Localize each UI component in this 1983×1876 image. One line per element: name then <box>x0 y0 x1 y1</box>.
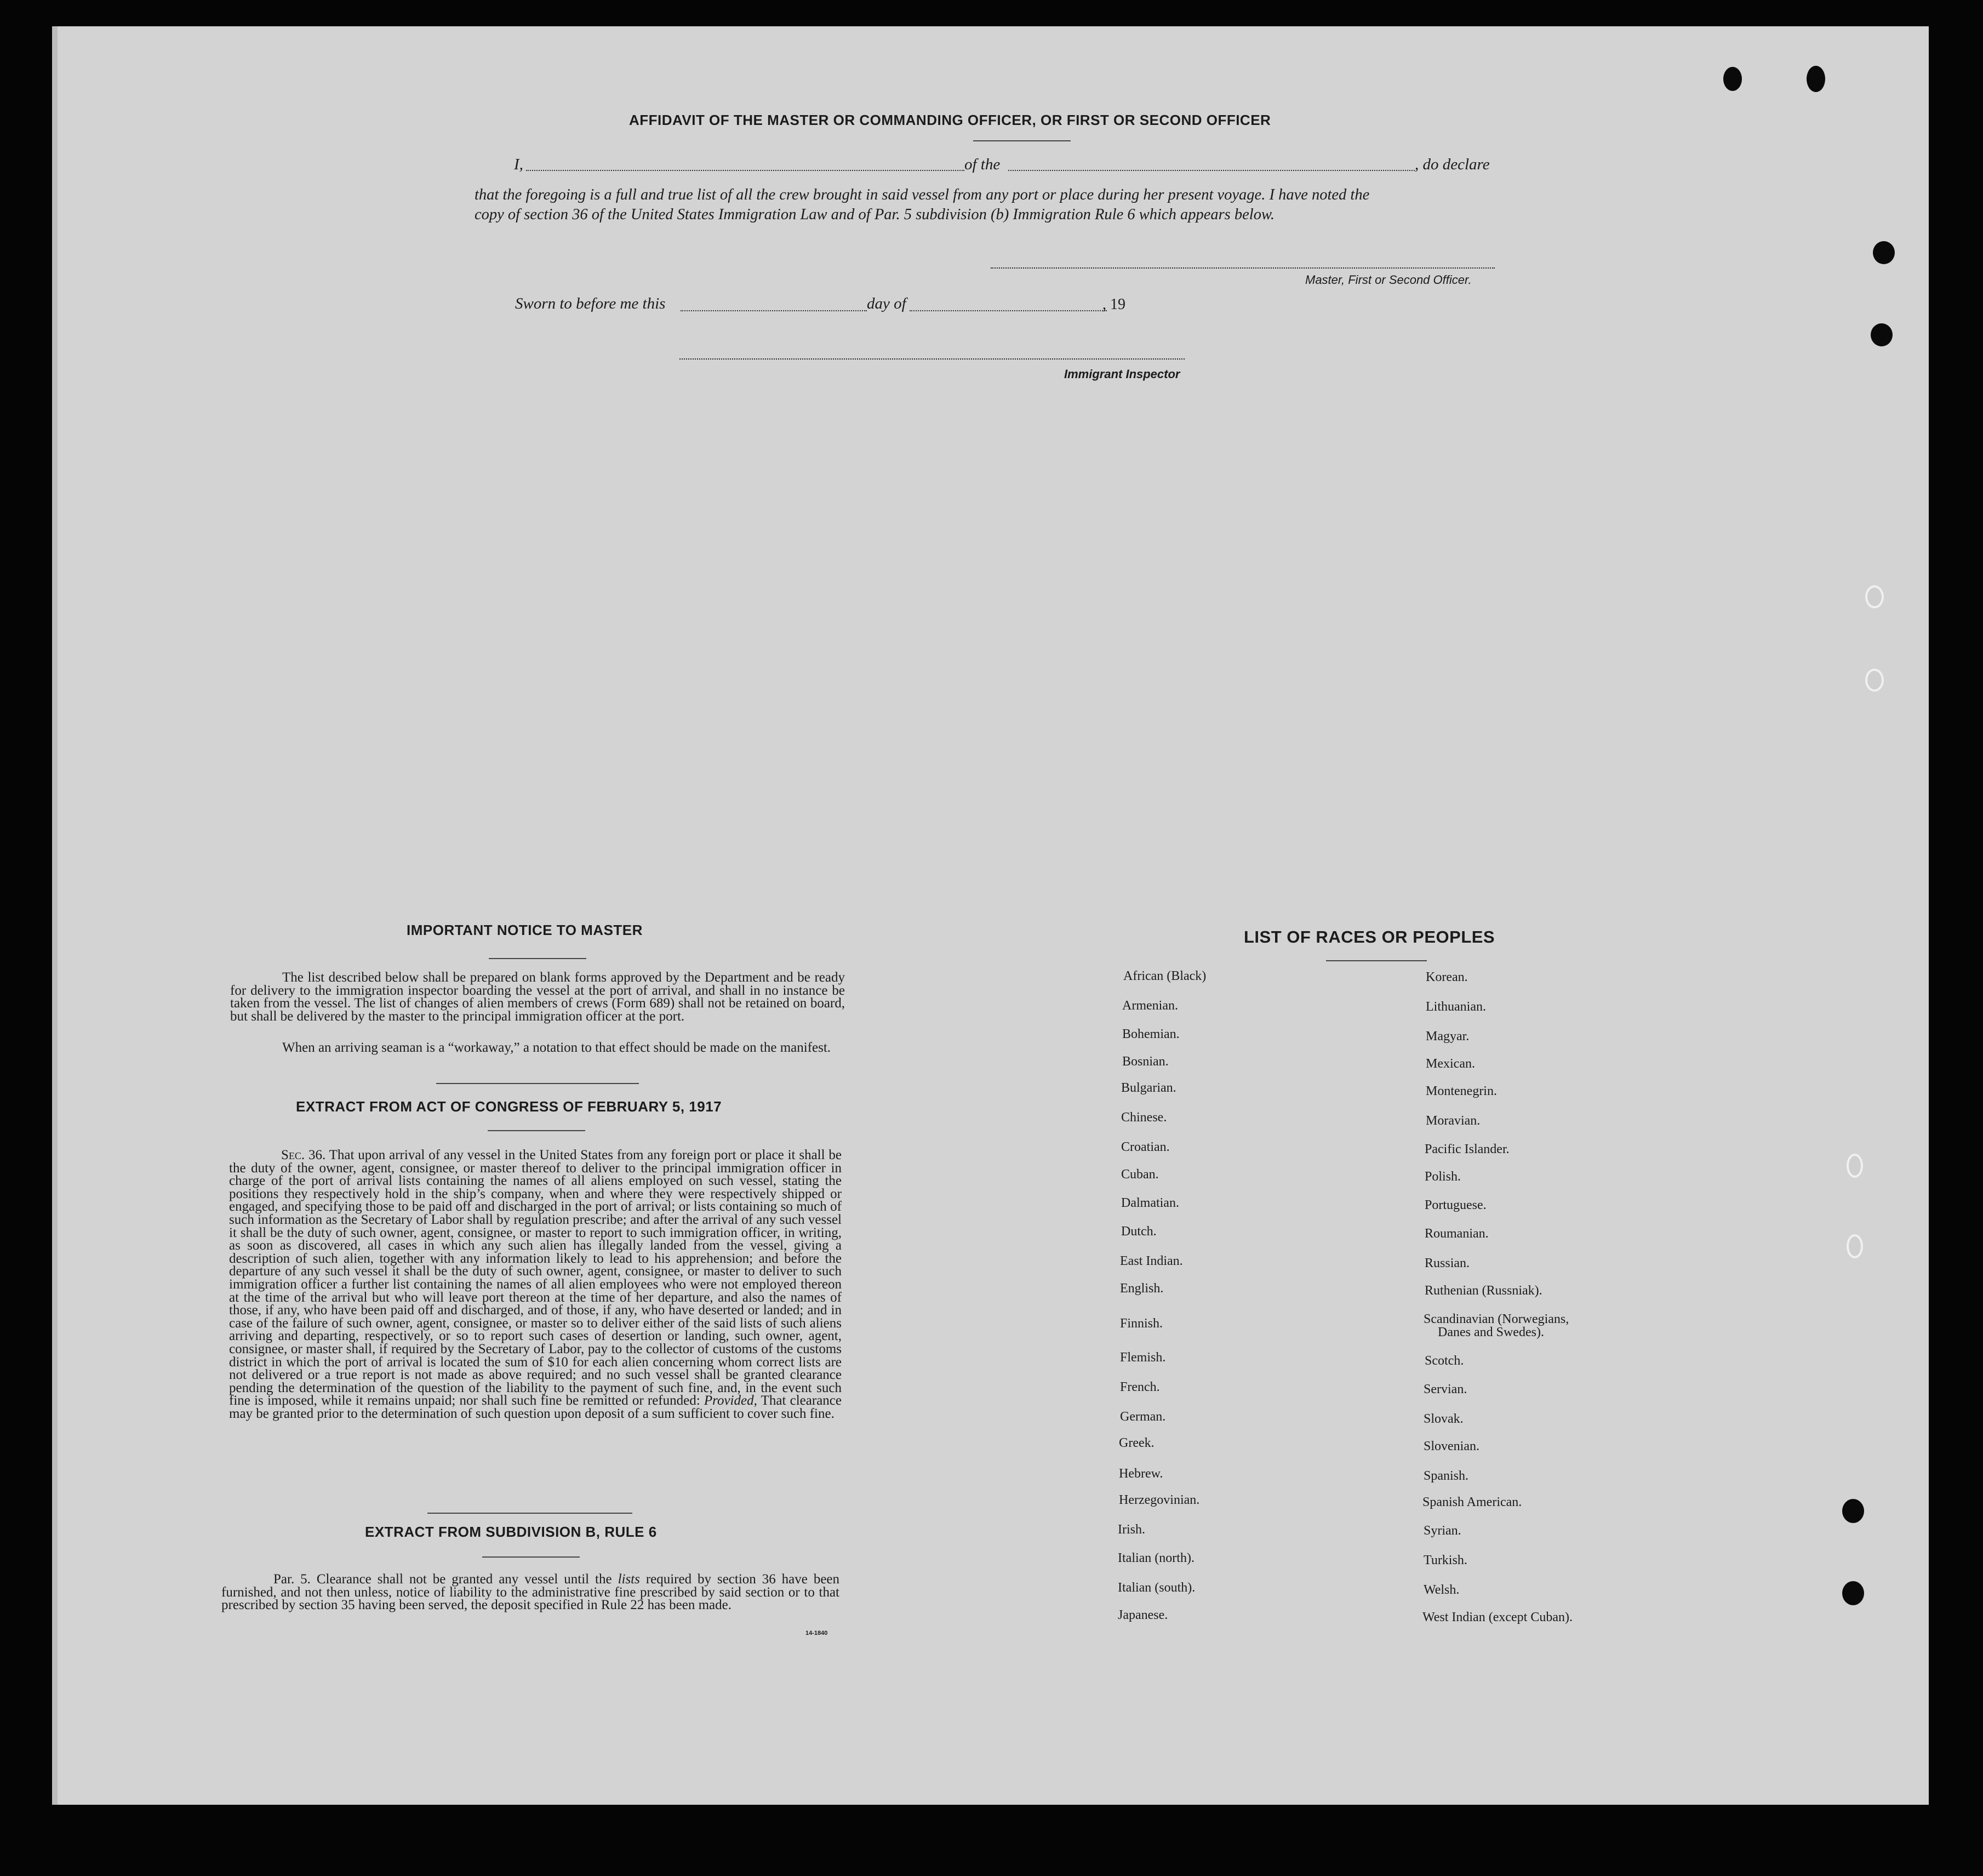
race-right-item: Slovenian. <box>1424 1439 1479 1453</box>
race-right-item: Turkish. <box>1424 1553 1467 1567</box>
race-right-item: Slovak. <box>1424 1412 1464 1426</box>
sworn-prefix: Sworn to before me this <box>515 295 666 312</box>
races-title: LIST OF RACES OR PEOPLES <box>1244 927 1495 946</box>
races-title-rule <box>1326 960 1427 961</box>
binder-ring-3 <box>1847 1154 1863 1178</box>
master-signature-label: Master, First or Second Officer. <box>1305 273 1472 287</box>
master-signature-line[interactable] <box>991 267 1495 269</box>
binder-hole-top-right <box>1807 66 1825 92</box>
lists-word: lists <box>618 1572 640 1587</box>
extract-act-closing: That clearance may be granted prior to the determination of such question upon deposit of a sum sufficient to cover such fine. <box>229 1393 842 1421</box>
inspector-signature-line[interactable] <box>679 358 1185 360</box>
extract-rule-title-rule <box>482 1556 580 1558</box>
binder-ring-1 <box>1865 585 1884 608</box>
notice-title: IMPORTANT NOTICE TO MASTER <box>407 922 643 938</box>
race-left-item: Bulgarian. <box>1121 1081 1176 1095</box>
race-left-item: Armenian. <box>1122 999 1178 1013</box>
race-left-item: African (Black) <box>1123 969 1207 983</box>
race-right-item: Welsh. <box>1424 1583 1460 1597</box>
extract-rule-closing: required by section 36 have been furnished, and not then unless, notice of liability to the administrative fine prescribed by said section or to that prescribed by section 35 having been served, the deposit specified in Rule 22 has been made. <box>221 1572 840 1613</box>
race-left-item: Flemish. <box>1120 1350 1166 1365</box>
race-left-item: Greek. <box>1119 1436 1155 1450</box>
race-left-item: Hebrew. <box>1119 1467 1163 1481</box>
race-left-item: Italian (north). <box>1118 1551 1195 1565</box>
race-right-item: Roumanian. <box>1425 1227 1489 1241</box>
notice-title-rule <box>489 958 586 959</box>
race-left-item: Dalmatian. <box>1121 1196 1179 1210</box>
extract-act-title: EXTRACT FROM ACT OF CONGRESS OF FEBRUARY 5, 1917 <box>296 1098 722 1115</box>
race-right-item: Magyar. <box>1426 1029 1470 1044</box>
race-left-item: French. <box>1120 1380 1160 1394</box>
race-left-item: Cuban. <box>1121 1167 1159 1182</box>
extract-act-text <box>229 1149 842 1420</box>
extract-rule-body: Par. 5. Clearance shall not be granted any vessel until the <box>273 1572 612 1587</box>
race-right-item: West Indian (except Cuban). <box>1422 1610 1573 1624</box>
binder-hole-right-2 <box>1871 323 1893 346</box>
act-top-rule <box>436 1083 639 1084</box>
affidavit-i-label: I, <box>514 156 523 173</box>
race-right-item: Spanish. <box>1424 1469 1469 1483</box>
race-right-item: Montenegrin. <box>1426 1084 1497 1098</box>
extract-act-title-rule <box>488 1130 585 1131</box>
race-right-item: Moravian. <box>1426 1114 1481 1128</box>
race-left-item: East Indian. <box>1120 1254 1183 1268</box>
race-right-item: Polish. <box>1425 1170 1461 1184</box>
race-left-item: Croatian. <box>1121 1140 1170 1154</box>
race-left-item: Chinese. <box>1121 1110 1167 1125</box>
extract-rule-text <box>221 1573 839 1612</box>
race-right-item: Portuguese. <box>1425 1198 1487 1212</box>
race-left-item: Finnish. <box>1120 1316 1163 1331</box>
section-label: Sec. 36. <box>281 1148 326 1162</box>
affidavit-text-line2: that the foregoing is a full and true list of all the crew brought in said vessel from any port or place during her present voyage. I have noted the <box>475 186 1370 203</box>
race-right-item: Russian. <box>1425 1256 1470 1270</box>
race-right-item: Servian. <box>1424 1382 1467 1396</box>
affidavit-title-rule <box>973 140 1071 141</box>
affidavit-declare-label: , do declare <box>1415 156 1490 173</box>
rule-top-rule <box>427 1513 632 1514</box>
sworn-day-of: day of <box>867 295 906 312</box>
master-name-line[interactable] <box>526 170 964 171</box>
race-left-item: Bosnian. <box>1122 1054 1169 1069</box>
vessel-name-line[interactable] <box>1008 170 1415 171</box>
race-right-item: Ruthenian (Russniak). <box>1425 1284 1542 1298</box>
race-right-item: Pacific Islander. <box>1425 1142 1510 1156</box>
binder-hole-right-1 <box>1873 241 1895 264</box>
binder-hole-top-left <box>1723 67 1742 91</box>
binder-hole-right-3 <box>1842 1499 1864 1523</box>
race-left-item: German. <box>1120 1410 1166 1424</box>
extract-act-body: That upon arrival of any vessel in the United States from any foreign port or place it shall be the duty of the owner, agent, consignee, or master thereof to deliver to the principal immigration officer in charge of the port of arrival lists containing the names of all aliens employed on such vessel, stating the positions they respectively hold in the ship’s company, when and where they were respectively shipped or engaged, and specifying those to be paid off and discharged in the port of arrival; or lists containing so much of such information as the Secretary of Labor shall by regulation prescribe; and after the arrival of any such vessel it shall be the duty of such owner, agent, consignee, or master to report to such immigration officer, in writing, as soon as discovered, all cases in which any such alien has illegally landed from the vessel, giving a description of such alien, together with any information likely to lead to his apprehension; and before the departure of any such vessel it shall be the duty of such owner, agent, consignee, or master to deliver to such immigration officer a further list containing the names of all alien employees who were not employed thereon at the time of the arrival but who will leave port thereon at the time of her departure, and also the names of those, if any, who have been paid off and discharged, and of those, if any, who have deserted or landed; and in case of the failure of such owner, agent, consignee, or master so to deliver either of the said lists of such aliens arriving and departing, respectively, or so to report such cases of desertion or landing, such owner, agent, consignee, or master shall, if required by the Secretary of Labor, pay to the collector of customs of the customs district in which the port of arrival is located the sum of $10 for each alien concerning whom correct lists are not delivered or a true report is not made as above required; and no such vessel shall be granted clearance pending the determination of the question of the liability to the payment of such fine, and, in the event such fine is imposed, while it remains unpaid; nor shall such fine be remitted or refunded: <box>229 1148 842 1409</box>
race-right-item: Mexican. <box>1426 1057 1475 1071</box>
sworn-day-line[interactable] <box>681 310 867 311</box>
binder-ring-2 <box>1865 669 1884 692</box>
race-right-item: Lithuanian. <box>1426 1000 1486 1014</box>
race-left-item: Herzegovinian. <box>1119 1493 1200 1507</box>
race-left-item: English. <box>1120 1281 1164 1296</box>
race-right-item: Scandinavian (Norwegians, <box>1424 1312 1569 1326</box>
notice-paragraph-2: When an arriving seaman is a “workaway,” a notation to that effect should be made on the manifest. <box>282 1040 831 1055</box>
provided-word: Provided, <box>704 1393 757 1409</box>
affidavit-of-the-label: of the <box>964 156 1001 173</box>
race-left-item: Italian (south). <box>1118 1581 1196 1595</box>
race-left-item: Irish. <box>1118 1523 1145 1537</box>
race-left-item: Dutch. <box>1121 1224 1157 1239</box>
affidavit-title: AFFIDAVIT OF THE MASTER OR COMMANDING OFFICER, OR FIRST OR SECOND OFFICER <box>629 112 1271 128</box>
affidavit-text-line3: copy of section 36 of the United States Immigration Law and of Par. 5 subdivision (b) Immigration Rule 6 which appears below. <box>475 206 1275 223</box>
race-right-item: Danes and Swedes). <box>1438 1325 1544 1339</box>
binder-ring-4 <box>1847 1234 1863 1258</box>
form-number: 14-1840 <box>805 1630 828 1636</box>
race-left-item: Japanese. <box>1118 1608 1168 1622</box>
sworn-month-line[interactable] <box>910 310 1107 311</box>
race-right-item: Korean. <box>1426 970 1468 984</box>
race-right-item: Spanish American. <box>1422 1495 1522 1509</box>
notice-paragraph-1: The list described below shall be prepared on blank forms approved by the Department and be ready for delivery to the immigration inspector boarding the vessel at the port of arrival, and shall in no instance be taken from the vessel. The list of changes of alien members of crews (Form 689) shall not be retained on board, but shall be delivered by the master to the principal immigration officer at the port. <box>230 970 845 1024</box>
binder-hole-right-4 <box>1842 1581 1864 1605</box>
race-left-item: Bohemian. <box>1122 1027 1180 1041</box>
race-right-item: Syrian. <box>1424 1524 1461 1538</box>
race-right-item: Scotch. <box>1425 1354 1464 1368</box>
sworn-year: , 19 <box>1102 296 1125 313</box>
form-page <box>52 26 1929 1805</box>
extract-rule-title: EXTRACT FROM SUBDIVISION B, RULE 6 <box>365 1524 657 1540</box>
inspector-label: Immigrant Inspector <box>1064 367 1180 381</box>
